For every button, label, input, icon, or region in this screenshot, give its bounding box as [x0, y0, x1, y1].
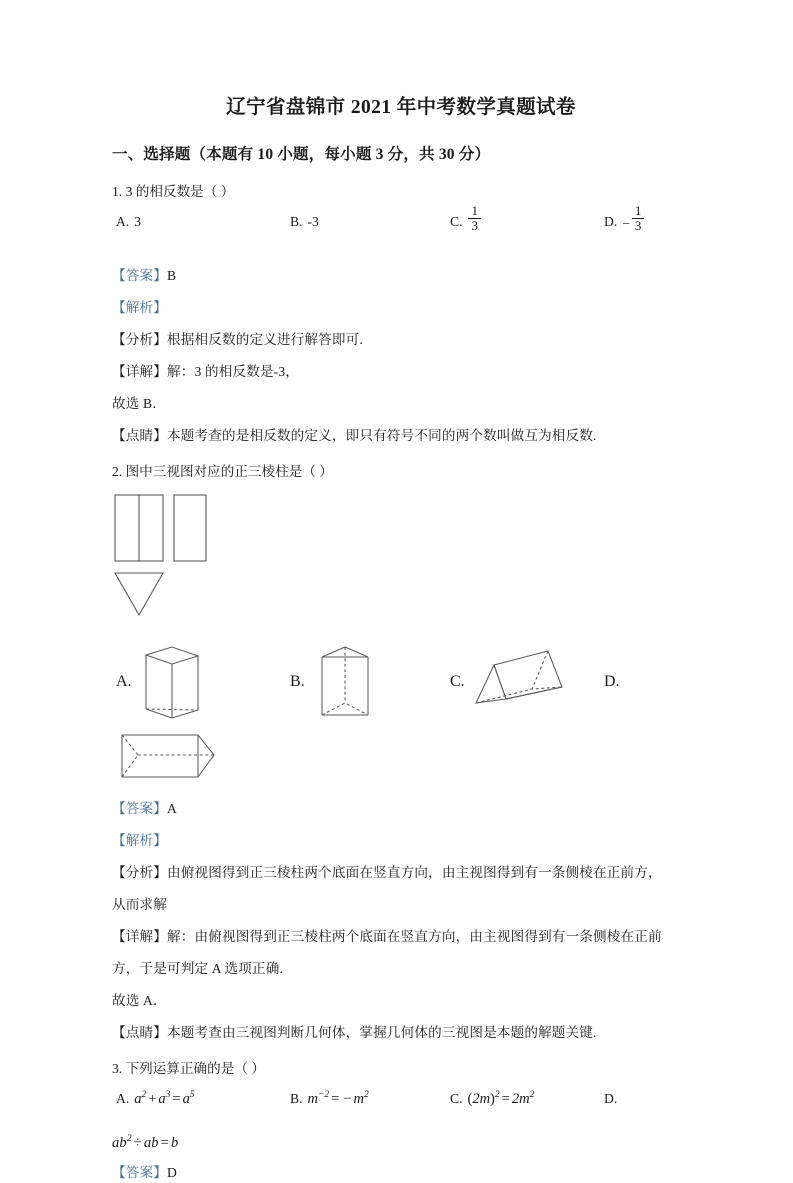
question-2-option-c-figure[interactable] [470, 647, 568, 717]
question-2-option-d-label[interactable] [604, 673, 620, 691]
highlight-label: 【点睛】 [112, 1024, 167, 1040]
option-label: D. [604, 1091, 618, 1107]
question-2-stem: 2. 图中三视图对应的正三棱柱是（ ） [112, 464, 333, 480]
question-3-option-d-expression[interactable] [112, 1132, 690, 1154]
answer-value: D [166, 1164, 177, 1180]
answer-label: 【答案】 [112, 1164, 167, 1180]
option-label: C. [450, 1091, 463, 1107]
question-2-answer-line [112, 798, 690, 819]
question-1-analysis-block-label [112, 297, 690, 318]
prism-hidden-long-edge [476, 689, 532, 703]
option-label: C. [450, 214, 463, 230]
question-2-analysis [112, 862, 690, 883]
page-title: 辽宁省盘锦市 2021 年中考数学真题试卷 [226, 97, 576, 118]
analysis-text: 根据相反数的定义进行解答即可. [166, 332, 363, 348]
analysis-label: 【分析】 [112, 332, 167, 348]
question-3-option-b[interactable] [290, 1091, 369, 1108]
highlight-text: 本题考查的是相反数的定义，即只有符号不同的两个数叫做互为相反数. [166, 428, 597, 444]
page-content [112, 0, 690, 1183]
question-2-conclusion: 故选 A． [112, 992, 167, 1008]
option-label: D. [604, 214, 618, 230]
answer-label: 【答案】 [112, 268, 167, 284]
horizontal-lying-prism-icon [116, 729, 226, 787]
answer-label: 【答案】 [112, 800, 167, 816]
question-1-analysis [112, 329, 690, 350]
prism-left-triangle [476, 665, 506, 703]
question-1-option-b[interactable] [290, 214, 319, 230]
question-1-conclusion: 故选 B． [112, 396, 166, 412]
highlight-text: 本题考查由三视图判断几何体，掌握几何体的三视图是本题的解题关键. [166, 1024, 597, 1040]
fraction-denominator: 3 [468, 218, 481, 233]
question-1-answer-line [112, 265, 690, 286]
fraction-numerator: 1 [471, 203, 478, 219]
question-3-option-c[interactable] [450, 1091, 534, 1108]
question-3-answer-line [112, 1162, 690, 1183]
option-expression: $(2m)^2 = 2m^2$ [467, 1090, 535, 1108]
question-1-highlight [112, 425, 690, 446]
option-label: C. [450, 672, 465, 690]
question-1-detail [112, 361, 690, 382]
prism-hidden-edge-bottom [122, 755, 138, 777]
detail-text: 解：由俯视图得到正三棱柱两个底面在竖直方向，由主视图得到有一条侧棱在正前 [166, 928, 662, 944]
highlight-label: 【点睛】 [112, 428, 167, 444]
analysis-text: 由俯视图得到正三棱柱两个底面在竖直方向，由主视图得到有一条侧棱在正前方， [166, 864, 662, 880]
question-3-option-a[interactable] [116, 1091, 195, 1108]
prism-top-face [146, 647, 198, 664]
fraction-denominator: 3 [632, 218, 645, 233]
question-2-highlight [112, 1022, 690, 1043]
option-expression: $a^2 + a^3 = a^5$ [134, 1090, 195, 1108]
question-1-option-d[interactable] [604, 203, 644, 236]
option-label: A. [116, 672, 132, 690]
question-2-option-b-label[interactable] [290, 673, 305, 691]
answer-value: B [166, 268, 177, 284]
detail-label: 【详解】 [112, 364, 167, 380]
detail-label: 【详解】 [112, 928, 167, 944]
question-2-option-a-label[interactable] [116, 673, 132, 691]
option-expression: $m^{-2}$ = − $m^2$ [307, 1090, 369, 1108]
option-expression: $ab^2$ ÷ ab = b [112, 1134, 179, 1152]
option-text: -3 [307, 214, 319, 230]
option-label: B. [290, 214, 303, 230]
detail-text: 解：3 的相反数是-3， [166, 364, 300, 380]
prism-hidden-edge-top [122, 735, 138, 755]
minus-sign: − [622, 216, 630, 232]
top-view-triangle [115, 573, 163, 615]
fraction-negative-one-third [632, 204, 645, 232]
question-3-stem: 3. 下列运算正确的是（ ） [112, 1061, 265, 1077]
tilted-lying-prism-icon [470, 647, 568, 717]
question-3-options [112, 1091, 690, 1125]
question-2-option-b-figure[interactable] [314, 645, 376, 723]
question-3-option-d-label[interactable] [604, 1091, 622, 1107]
prism-hidden-bottom [322, 703, 368, 715]
answer-value: A [166, 800, 177, 816]
question-2-option-a-figure[interactable] [138, 645, 210, 723]
prism-right-triangle-hidden [532, 651, 562, 689]
section-heading: 一、选择题（本题有 10 小题，每小题 3 分，共 30 分） [112, 146, 491, 164]
question-2-three-view-figure [112, 491, 690, 643]
vertical-prism-front-edge-icon [138, 645, 210, 723]
question-1-options [112, 203, 690, 254]
question-2-analysis-block-label [112, 830, 690, 851]
option-label: D. [604, 672, 620, 690]
question-2-detail [112, 926, 690, 947]
question-2-option-c-label[interactable] [450, 673, 465, 691]
fraction-one-third [468, 204, 481, 232]
question-2-option-d-figure[interactable] [112, 729, 690, 791]
question-2-options [112, 645, 690, 725]
side-view-rect [174, 495, 206, 561]
three-view-drawing [112, 491, 282, 641]
prism-outline [122, 735, 214, 777]
question-1-option-c[interactable] [450, 203, 481, 236]
question-2-detail-cont: 方，于是可判定 A 选项正确. [112, 960, 284, 976]
option-label: B. [290, 672, 305, 690]
question-1-stem: 1. 3 的相反数是（ ） [112, 184, 235, 200]
analysis-block-label: 【解析】 [112, 832, 167, 848]
question-1-option-a[interactable] [116, 214, 141, 230]
option-text: 3 [134, 214, 142, 230]
option-label: A. [116, 214, 130, 230]
analysis-label: 【分析】 [112, 864, 167, 880]
option-label: B. [290, 1091, 303, 1107]
vertical-prism-back-edge-icon [314, 645, 376, 723]
analysis-block-label: 【解析】 [112, 300, 167, 316]
question-2-analysis-cont: 从而求解 [112, 896, 167, 912]
fraction-numerator: 1 [634, 203, 642, 219]
option-label: A. [116, 1091, 130, 1107]
prism-top-face [494, 651, 562, 699]
